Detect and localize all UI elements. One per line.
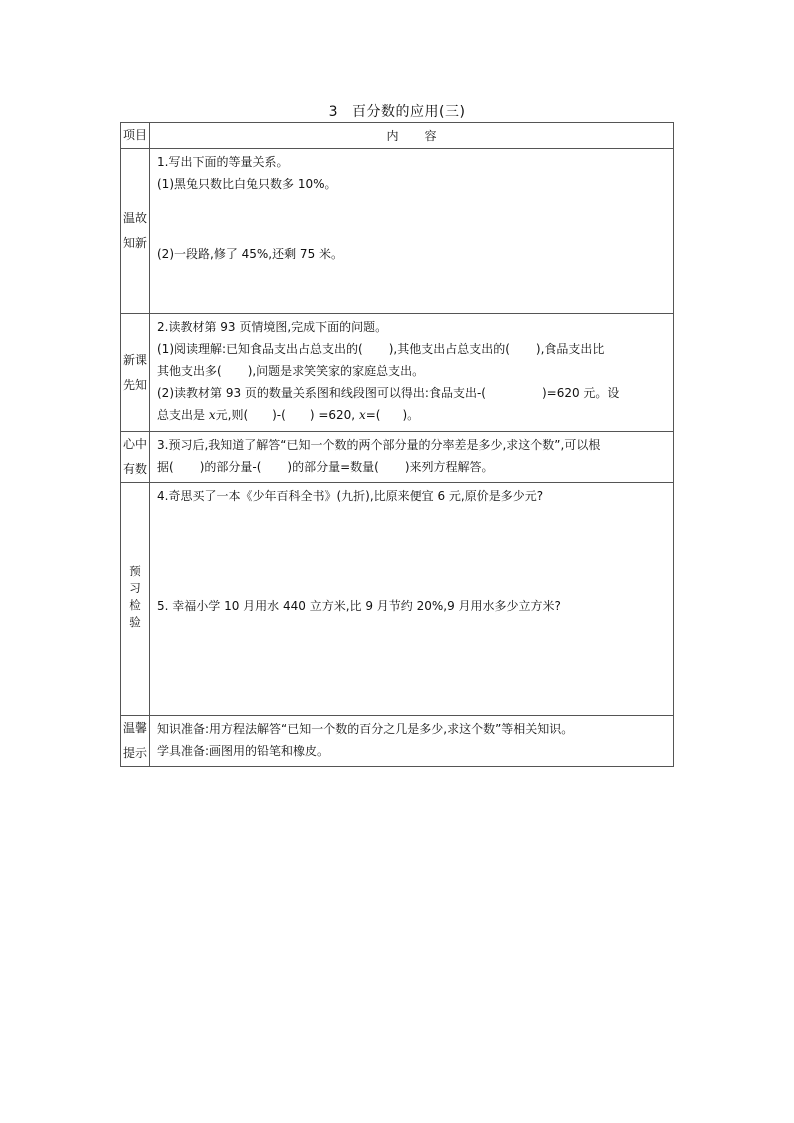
lesson-title: 百分数的应用(三) (351, 104, 466, 120)
check-label-char-1: 预 (129, 564, 141, 578)
check-label-char-4: 验 (129, 615, 141, 629)
header-content-b: 容 (424, 128, 437, 143)
insight-label-line1: 心中 (122, 437, 147, 451)
q2-line1-a: (1)阅读理解:已知食品支出占总支出的( (157, 342, 363, 356)
worksheet-table (120, 122, 674, 767)
q1-part2: (2)一段路,修了 45%,还剩 75 米。 (157, 247, 344, 261)
review-label-cell (121, 149, 150, 314)
q3-line2-a: 据( (157, 460, 174, 474)
q2-title: 2.读教材第 93 页情境图,完成下面的问题。 (157, 320, 388, 334)
q4-text: 4.奇思买了一本《少年百科全书》(九折),比原来便宜 6 元,原价是多少元? (157, 489, 544, 503)
tips-label-line1: 温馨 (122, 721, 147, 735)
review-row (121, 149, 674, 314)
check-label-cell (121, 483, 150, 716)
tips-row (121, 716, 674, 767)
lesson-number: 3 (328, 104, 338, 120)
q2-line4-b: 元,则( (215, 408, 249, 422)
new-lesson-content-cell (150, 314, 674, 432)
insight-row (121, 432, 674, 483)
worksheet-title (0, 101, 794, 121)
check-row (121, 483, 674, 716)
tip-knowledge: 知识准备:用方程法解答“已知一个数的百分之几是多少,求这个数”等相关知识。 (157, 722, 574, 736)
check-label-char-3: 检 (129, 598, 141, 612)
q2-line2 (157, 360, 667, 382)
q2-line2-a: 其他支出多( (157, 364, 222, 378)
new-lesson-label-cell (121, 314, 150, 432)
check-content-cell (150, 483, 674, 716)
q3-line2-d: )来列方程解答。 (404, 460, 494, 474)
check-label-char-2: 习 (129, 581, 141, 595)
insight-content-cell (150, 432, 674, 483)
variable-x-2: x (358, 408, 366, 422)
q3-line2-c: )的部分量=数量( (287, 460, 379, 474)
q2-line4-d: ) =620, (309, 408, 356, 422)
header-item-label: 项目 (122, 128, 147, 142)
q2-line4-c: )-( (272, 408, 286, 422)
insight-label-line2: 有数 (122, 462, 147, 476)
q2-line3 (157, 382, 667, 404)
tips-label-line2: 提示 (122, 746, 147, 760)
q2-line3-b: )=620 元。设 (541, 386, 620, 400)
variable-x: x (208, 408, 216, 422)
review-content-cell (150, 149, 674, 314)
q3-line1: 3.预习后,我知道了解答“已知一个数的两个部分量的分率差是多少,求这个数”,可以根 (157, 438, 601, 452)
q2-line4-f: )。 (402, 408, 420, 422)
insight-label-cell (121, 432, 150, 483)
q2-line4-e: =( (365, 408, 381, 422)
tips-label-cell (121, 716, 150, 767)
new-lesson-row (121, 314, 674, 432)
tip-tools: 学具准备:画图用的铅笔和橡皮。 (157, 744, 330, 758)
q2-line1 (157, 338, 667, 360)
q2-line2-b: ),问题是求笑笑家的家庭总支出。 (247, 364, 425, 378)
header-content-a: 内 (386, 128, 399, 143)
q2-line1-b: ),其他支出占总支出的( (388, 342, 510, 356)
q2-line3-a: (2)读教材第 93 页的数量关系图和线段图可以得出:食品支出-( (157, 386, 486, 400)
q3-line2-b: )的部分量-( (199, 460, 262, 474)
new-lesson-label-line2: 先知 (122, 377, 147, 392)
q2-line4-a: 总支出是 (157, 408, 206, 422)
header-item-cell (121, 123, 150, 149)
q1-title: 1.写出下面的等量关系。 (157, 155, 289, 169)
header-content-cell (150, 123, 674, 149)
new-lesson-label-line1: 新课 (122, 352, 147, 367)
review-label-line1: 温故 (122, 211, 147, 225)
tips-content-cell (150, 716, 674, 767)
q1-part1: (1)黑兔只数比白兔只数多 10%。 (157, 177, 337, 191)
review-label-line2: 知新 (122, 236, 147, 250)
q5-text: 5. 幸福小学 10 月用水 440 立方米,比 9 月节约 20%,9 月用水多少立方米? (157, 599, 561, 613)
check-label (129, 563, 141, 631)
q2-line4 (157, 404, 667, 426)
q1-answer-space[interactable] (157, 195, 667, 243)
q3-line2 (157, 456, 667, 478)
header-row (121, 123, 674, 149)
q2-line1-c: ),食品支出比 (535, 342, 605, 356)
